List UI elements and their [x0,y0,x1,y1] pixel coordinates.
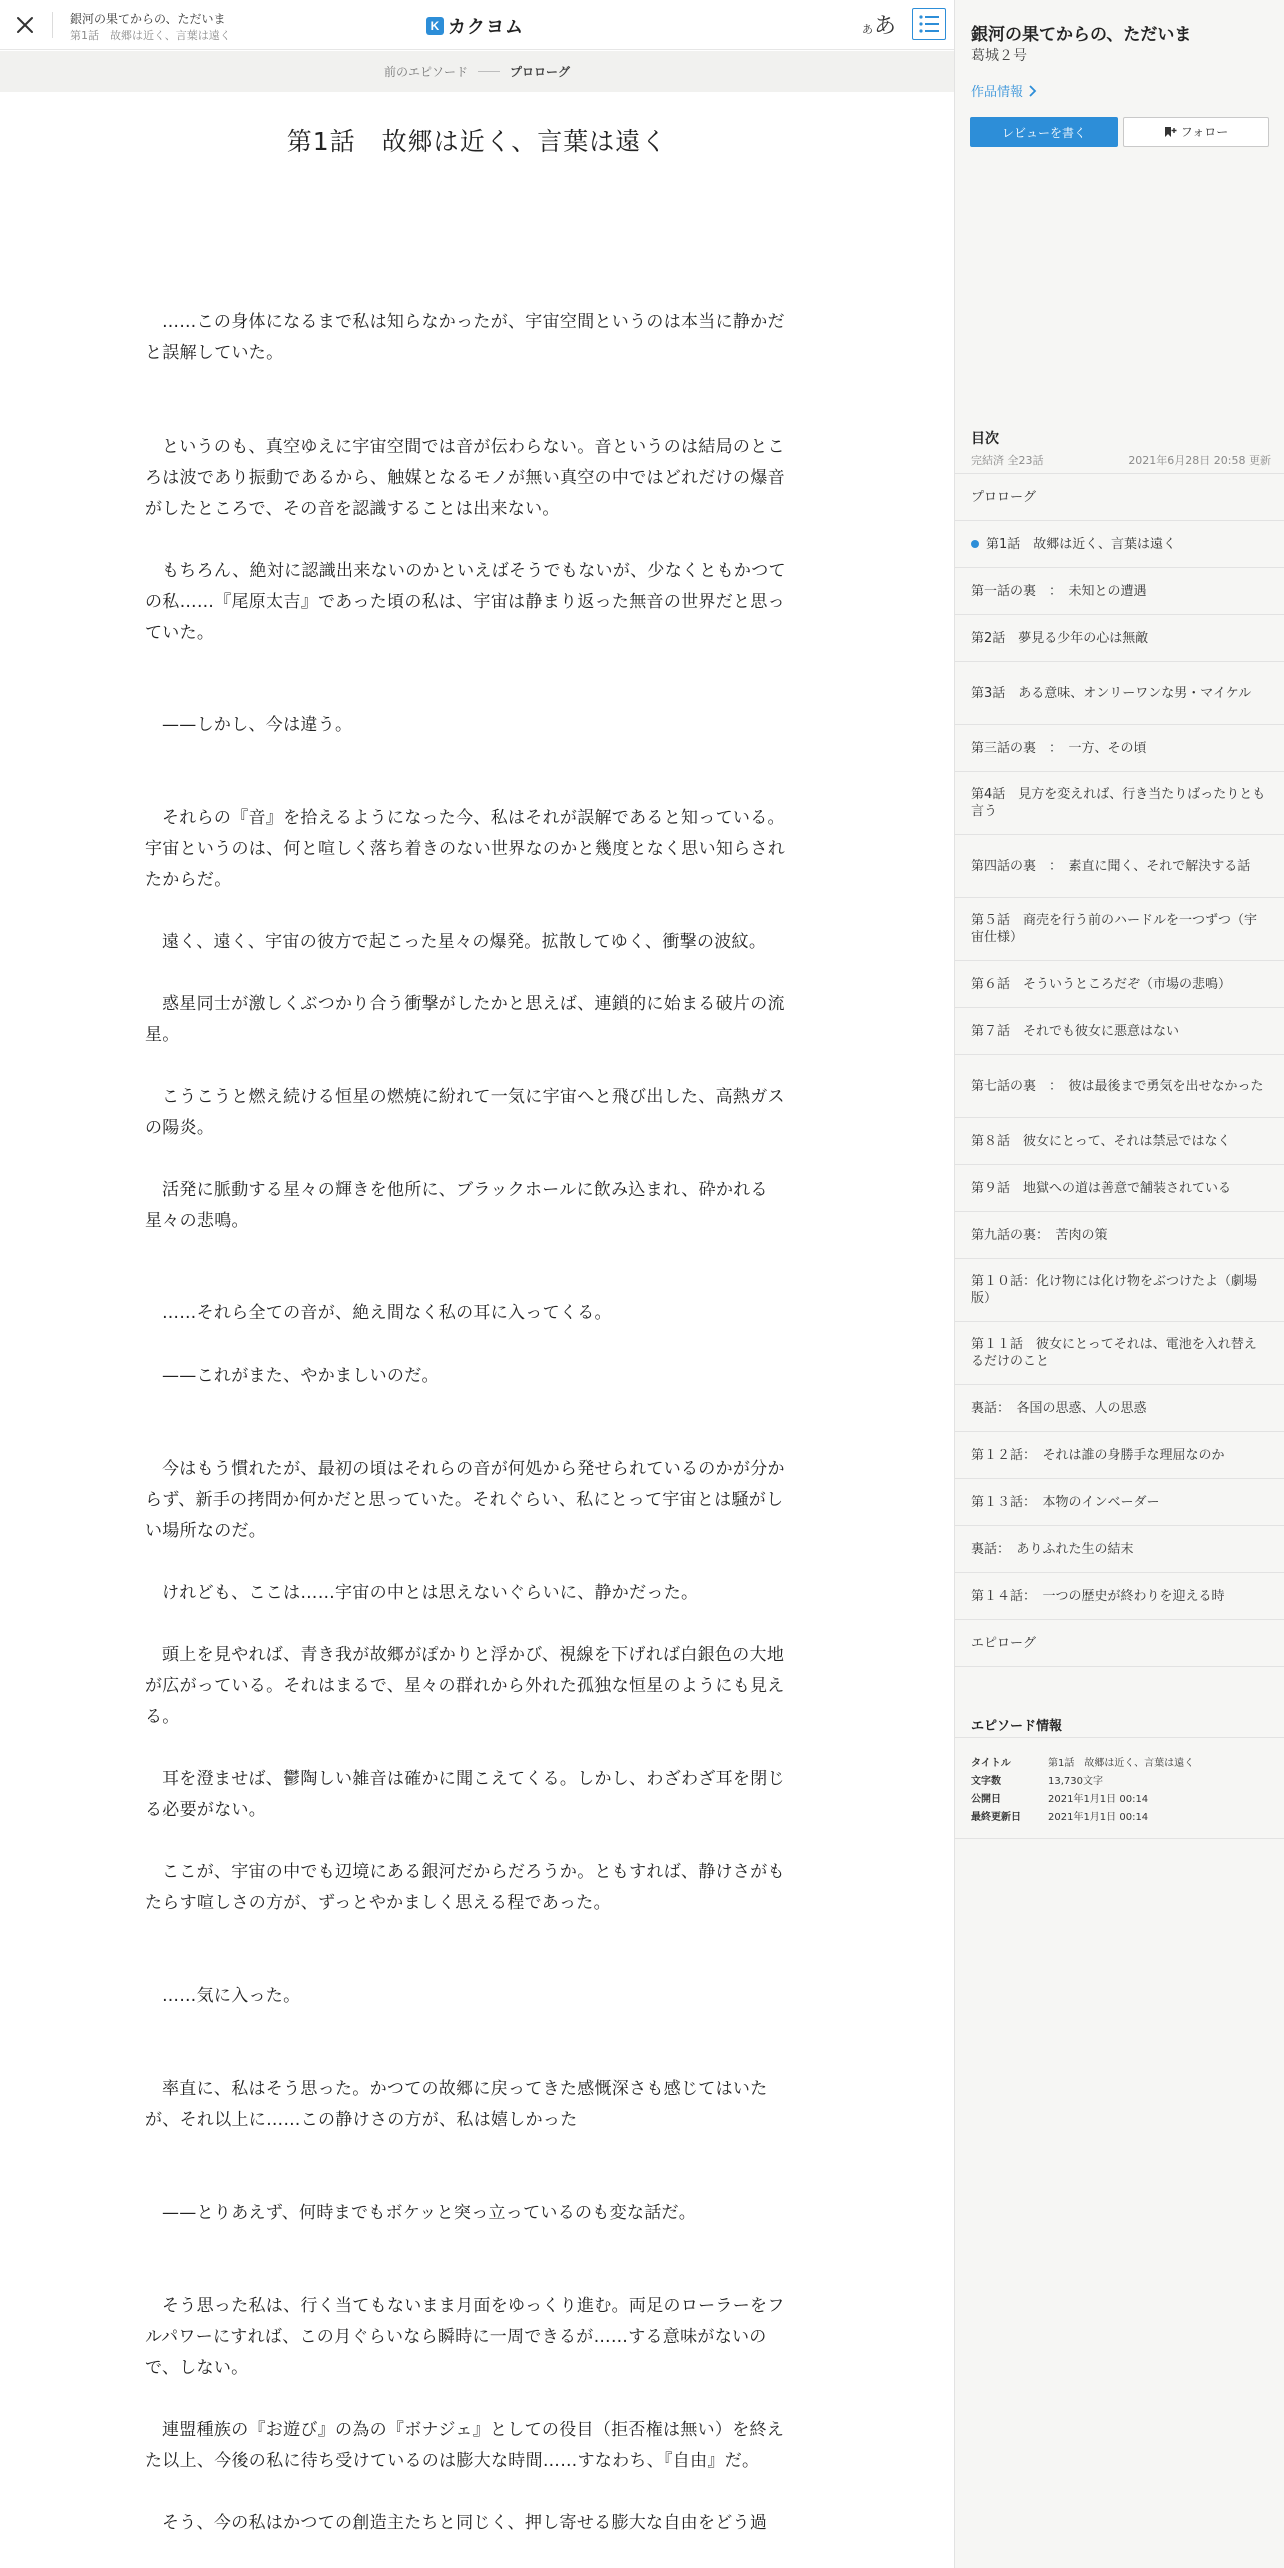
work-info-label: 作品情報 [971,85,1024,100]
body-paragraph: ……気に入った。 [162,1986,301,2006]
episode-info-value: 13,730文字 [1048,1776,1103,1787]
toc-item-label: 第七話の裏 ： 彼は最後まで勇気を出せなかった [971,1078,1264,1094]
kakuyomu-logo[interactable] [426,13,524,39]
episode-info-value: 第1話 故郷は近く、言葉は遠く [1048,1758,1195,1769]
font-size-button[interactable] [860,10,898,40]
body-paragraph: ——とりあえず、何時までもボケッと突っ立っているのも変な話だ。 [162,2203,697,2223]
header-work-title[interactable]: 銀河の果てからの、ただいま [70,12,226,26]
toc-item[interactable] [955,1118,1284,1165]
toc-item[interactable] [955,1055,1284,1118]
body-paragraph: 率直に、私はそう思った。かつての故郷に戻ってきた感慨深さも感じてはいたが、それ以上に……この静けさの方が、私は嬉しかった [145,2079,768,2130]
reader-header [0,0,954,50]
toc-item-label: 第６話 そういうところだぞ（市場の悲鳴） [971,976,1232,992]
toc-item-label: 第１３話： 本物のインベーダー [971,1494,1160,1510]
toc-heading: 目次 [971,431,999,447]
toc-item[interactable] [955,1573,1284,1620]
toc-item-label: 裏話： ありふれた生の結末 [971,1541,1134,1557]
work-sidebar [954,0,1284,2568]
body-paragraph: 頭上を見やれば、青き我が故郷がぽかりと浮かび、視線を下げれば白銀色の大地が広がっている。それはまるで、星々の群れから外れた孤独な恒星のようにも見える。 [145,1645,785,1727]
toc-list [955,473,1284,1651]
bookmark-plus-icon [1164,126,1177,138]
body-paragraph: ——これがまた、やかましいのだ。 [162,1366,439,1386]
toc-item-label: 裏話： 各国の思惑、人の思惑 [971,1400,1147,1416]
body-paragraph: ……この身体になるまで私は知らなかったが、宇宙空間というのは本当に静かだと誤解していた。 [145,312,785,363]
body-paragraph: そう思った私は、行く当てもないまま月面をゆっくり進む。両足のローラーをフルパワーにすれば、この月ぐらいなら瞬時に一周できるが……する意味がないので、しない。 [145,2296,785,2378]
body-paragraph: それらの『音』を拾えるようになった今、私はそれが誤解であると知っている。宇宙というのは、何と喧しく落ち着きのない世界なのかと幾度となく思い知らされたからだ。 [145,808,786,890]
episode-nav-strip [0,51,954,92]
toc-item[interactable] [955,1479,1284,1526]
body-paragraph: 惑星同士が激しくぶつかり合う衝撃がしたかと思えば、連鎖的に始まる破片の流星。 [145,994,785,1045]
list-icon [918,14,940,34]
toc-meta [971,452,1271,468]
episode-info-key: 最終更新日 [971,1812,1021,1823]
toc-item-label: 第１４話： 一つの歴史が終わりを迎える時 [971,1588,1225,1604]
body-paragraph: 遠く、遠く、宇宙の彼方で起こった星々の爆発。拡散してゆく、衝撃の波紋。 [162,932,767,952]
body-paragraph: もちろん、絶対に認識出来ないのかといえばそうでもないが、少なくともかつての私……『尾原太吉』であった頃の私は、宇宙は静まり返った無音の世界だと思っていた。 [145,561,786,643]
episode-info-key: 文字数 [971,1776,1001,1787]
font-size-small-glyph: あ [861,23,873,36]
toc-item-label: 第一話の裏 ： 未知との遭遇 [971,583,1147,599]
toc-item-label: 第1話 故郷は近く、言葉は遠く [986,536,1177,552]
toc-item-label: エピローグ [971,1635,1037,1651]
episode-info-key: タイトル [971,1758,1011,1769]
toc-item[interactable] [955,1526,1284,1573]
body-paragraph: 耳を澄ませば、鬱陶しい雑音は確かに聞こえてくる。しかし、わざわざ耳を閉じる必要がない。 [145,1769,785,1820]
previous-episode-title-link[interactable]: プロローグ [510,65,571,79]
work-info-link[interactable] [971,81,1037,100]
toc-item-label: 第８話 彼女にとって、それは禁忌ではなく [971,1133,1231,1149]
body-paragraph: けれども、ここは……宇宙の中とは思えないぐらいに、静かだった。 [162,1583,699,1603]
toc-item-label: 第７話 それでも彼女に悪意はない [971,1023,1180,1039]
toc-item[interactable] [955,474,1284,521]
toc-status: 完結済 全23話 [971,454,1044,467]
sidebar-work-title[interactable]: 銀河の果てからの、ただいま [971,25,1192,45]
toc-item[interactable] [955,1259,1284,1322]
toc-item[interactable] [955,1432,1284,1479]
follow-button[interactable] [1123,117,1269,147]
toc-item[interactable] [955,1008,1284,1055]
header-episode-title: 第1話 故郷は近く、言葉は遠く [70,29,231,42]
body-paragraph: というのも、真空ゆえに宇宙空間では音が伝わらない。音というのは結局のところは波であり振動であるから、触媒となるモノが無い真空の中ではどれだけの爆音がしたところで、その音を認識することは出来ない。 [145,437,785,519]
nav-divider [478,71,500,72]
toc-item[interactable] [955,898,1284,961]
body-paragraph: ……それら全ての音が、絶え間なく私の耳に入ってくる。 [162,1303,612,1323]
toc-item-label: 第１０話：化け物には化け物をぶつけたよ（劇場版） [971,1274,1258,1306]
header-divider [52,12,53,38]
toc-item[interactable] [955,1385,1284,1432]
toc-toggle-button[interactable] [912,8,946,40]
toc-item-label: 第九話の裏： 苦肉の策 [971,1227,1108,1243]
toc-item[interactable] [955,1212,1284,1259]
toc-item[interactable] [955,1620,1284,1667]
logo-icon: K [426,17,444,35]
toc-item-current[interactable] [955,521,1284,568]
close-icon [12,12,38,38]
body-paragraph: 活発に脈動する星々の輝きを他所に、ブラックホールに飲み込まれ、砕かれる星々の悲鳴。 [145,1180,768,1231]
toc-item-label: 第１２話： それは誰の身勝手な理屈なのか [971,1447,1225,1463]
episode-info-bottom-divider [955,1838,1284,1839]
toc-item-label: 第4話 見方を変えれば、行き当たりばったりとも言う [971,787,1266,819]
sidebar-author[interactable]: 葛城２号 [971,48,1027,64]
toc-item-label: 第四話の裏 ： 素直に聞く、それで解決する話 [971,858,1251,874]
chevron-right-icon [1027,85,1037,97]
toc-item-label: プロローグ [971,489,1037,505]
toc-updated: 2021年6月28日 20:58 更新 [1128,454,1271,467]
episode-info-value: 2021年1月1日 00:14 [1048,1812,1149,1823]
episode-info-key: 公開日 [971,1794,1001,1805]
toc-item-label: 第2話 夢見る少年の心は無敵 [971,630,1149,646]
current-dot-icon [971,540,979,548]
toc-item-label: 第１１話 彼女にとってそれは、電池を入れ替えるだけのこと [971,1337,1257,1369]
episode-info-divider [955,1737,1284,1738]
episode-title: 第1話 故郷は近く、言葉は遠く [286,127,668,156]
logo-text: カクヨム [448,17,524,38]
toc-item[interactable] [955,568,1284,615]
body-paragraph: こうこうと燃え続ける恒星の燃焼に紛れて一気に宇宙へと飛び出した、高熱ガスの陽炎。 [145,1087,785,1138]
font-size-large-glyph: あ [873,14,896,39]
toc-item[interactable] [955,1165,1284,1212]
previous-episode-link[interactable]: 前のエピソード [383,65,468,79]
episode-info-heading: エピソード情報 [971,1719,1063,1734]
body-paragraph: そう、今の私はかつての創造主たちと同じく、押し寄せる膨大な自由をどう過 [162,2513,768,2533]
toc-item-label: 第９話 地獄への道は善意で舗装されている [971,1180,1232,1196]
toc-item-label: 第５話 商売を行う前のハードルを一つずつ（宇宙仕様） [971,913,1258,945]
toc-item[interactable] [955,615,1284,662]
toc-item[interactable] [955,725,1284,772]
toc-item[interactable] [955,662,1284,725]
write-review-button[interactable]: レビューを書く [970,117,1118,147]
toc-item[interactable] [955,835,1284,898]
follow-label: フォロー [1180,125,1229,139]
toc-item[interactable] [955,961,1284,1008]
body-paragraph: 連盟種族の『お遊び』の為の『ボナジェ』としての役目（拒否権は無い）を終えた以上、今後の私に待ち受けているのは膨大な時間……すなわち、『自由』だ。 [145,2420,785,2471]
body-paragraph: ここが、宇宙の中でも辺境にある銀河だからだろうか。ともすれば、静けさがもたらす喧しさの方が、ずっとやかましく思える程であった。 [145,1862,785,1913]
close-button[interactable] [12,12,38,38]
toc-item-label: 第三話の裏 ： 一方、その頃 [971,740,1147,756]
toc-item-label: 第3話 ある意味、オンリーワンな男・マイケル [971,685,1252,701]
episode-info-value: 2021年1月1日 00:14 [1048,1794,1149,1805]
toc-item[interactable] [955,1322,1284,1385]
body-paragraph: ——しかし、今は違う。 [162,715,353,735]
body-paragraph: 今はもう慣れたが、最初の頃はそれらの音が何処から発せられているのかが分からず、新手の拷問か何かだと思っていた。それぐらい、私にとって宇宙とは騒がしい場所なのだ。 [145,1459,785,1541]
toc-item[interactable] [955,772,1284,835]
